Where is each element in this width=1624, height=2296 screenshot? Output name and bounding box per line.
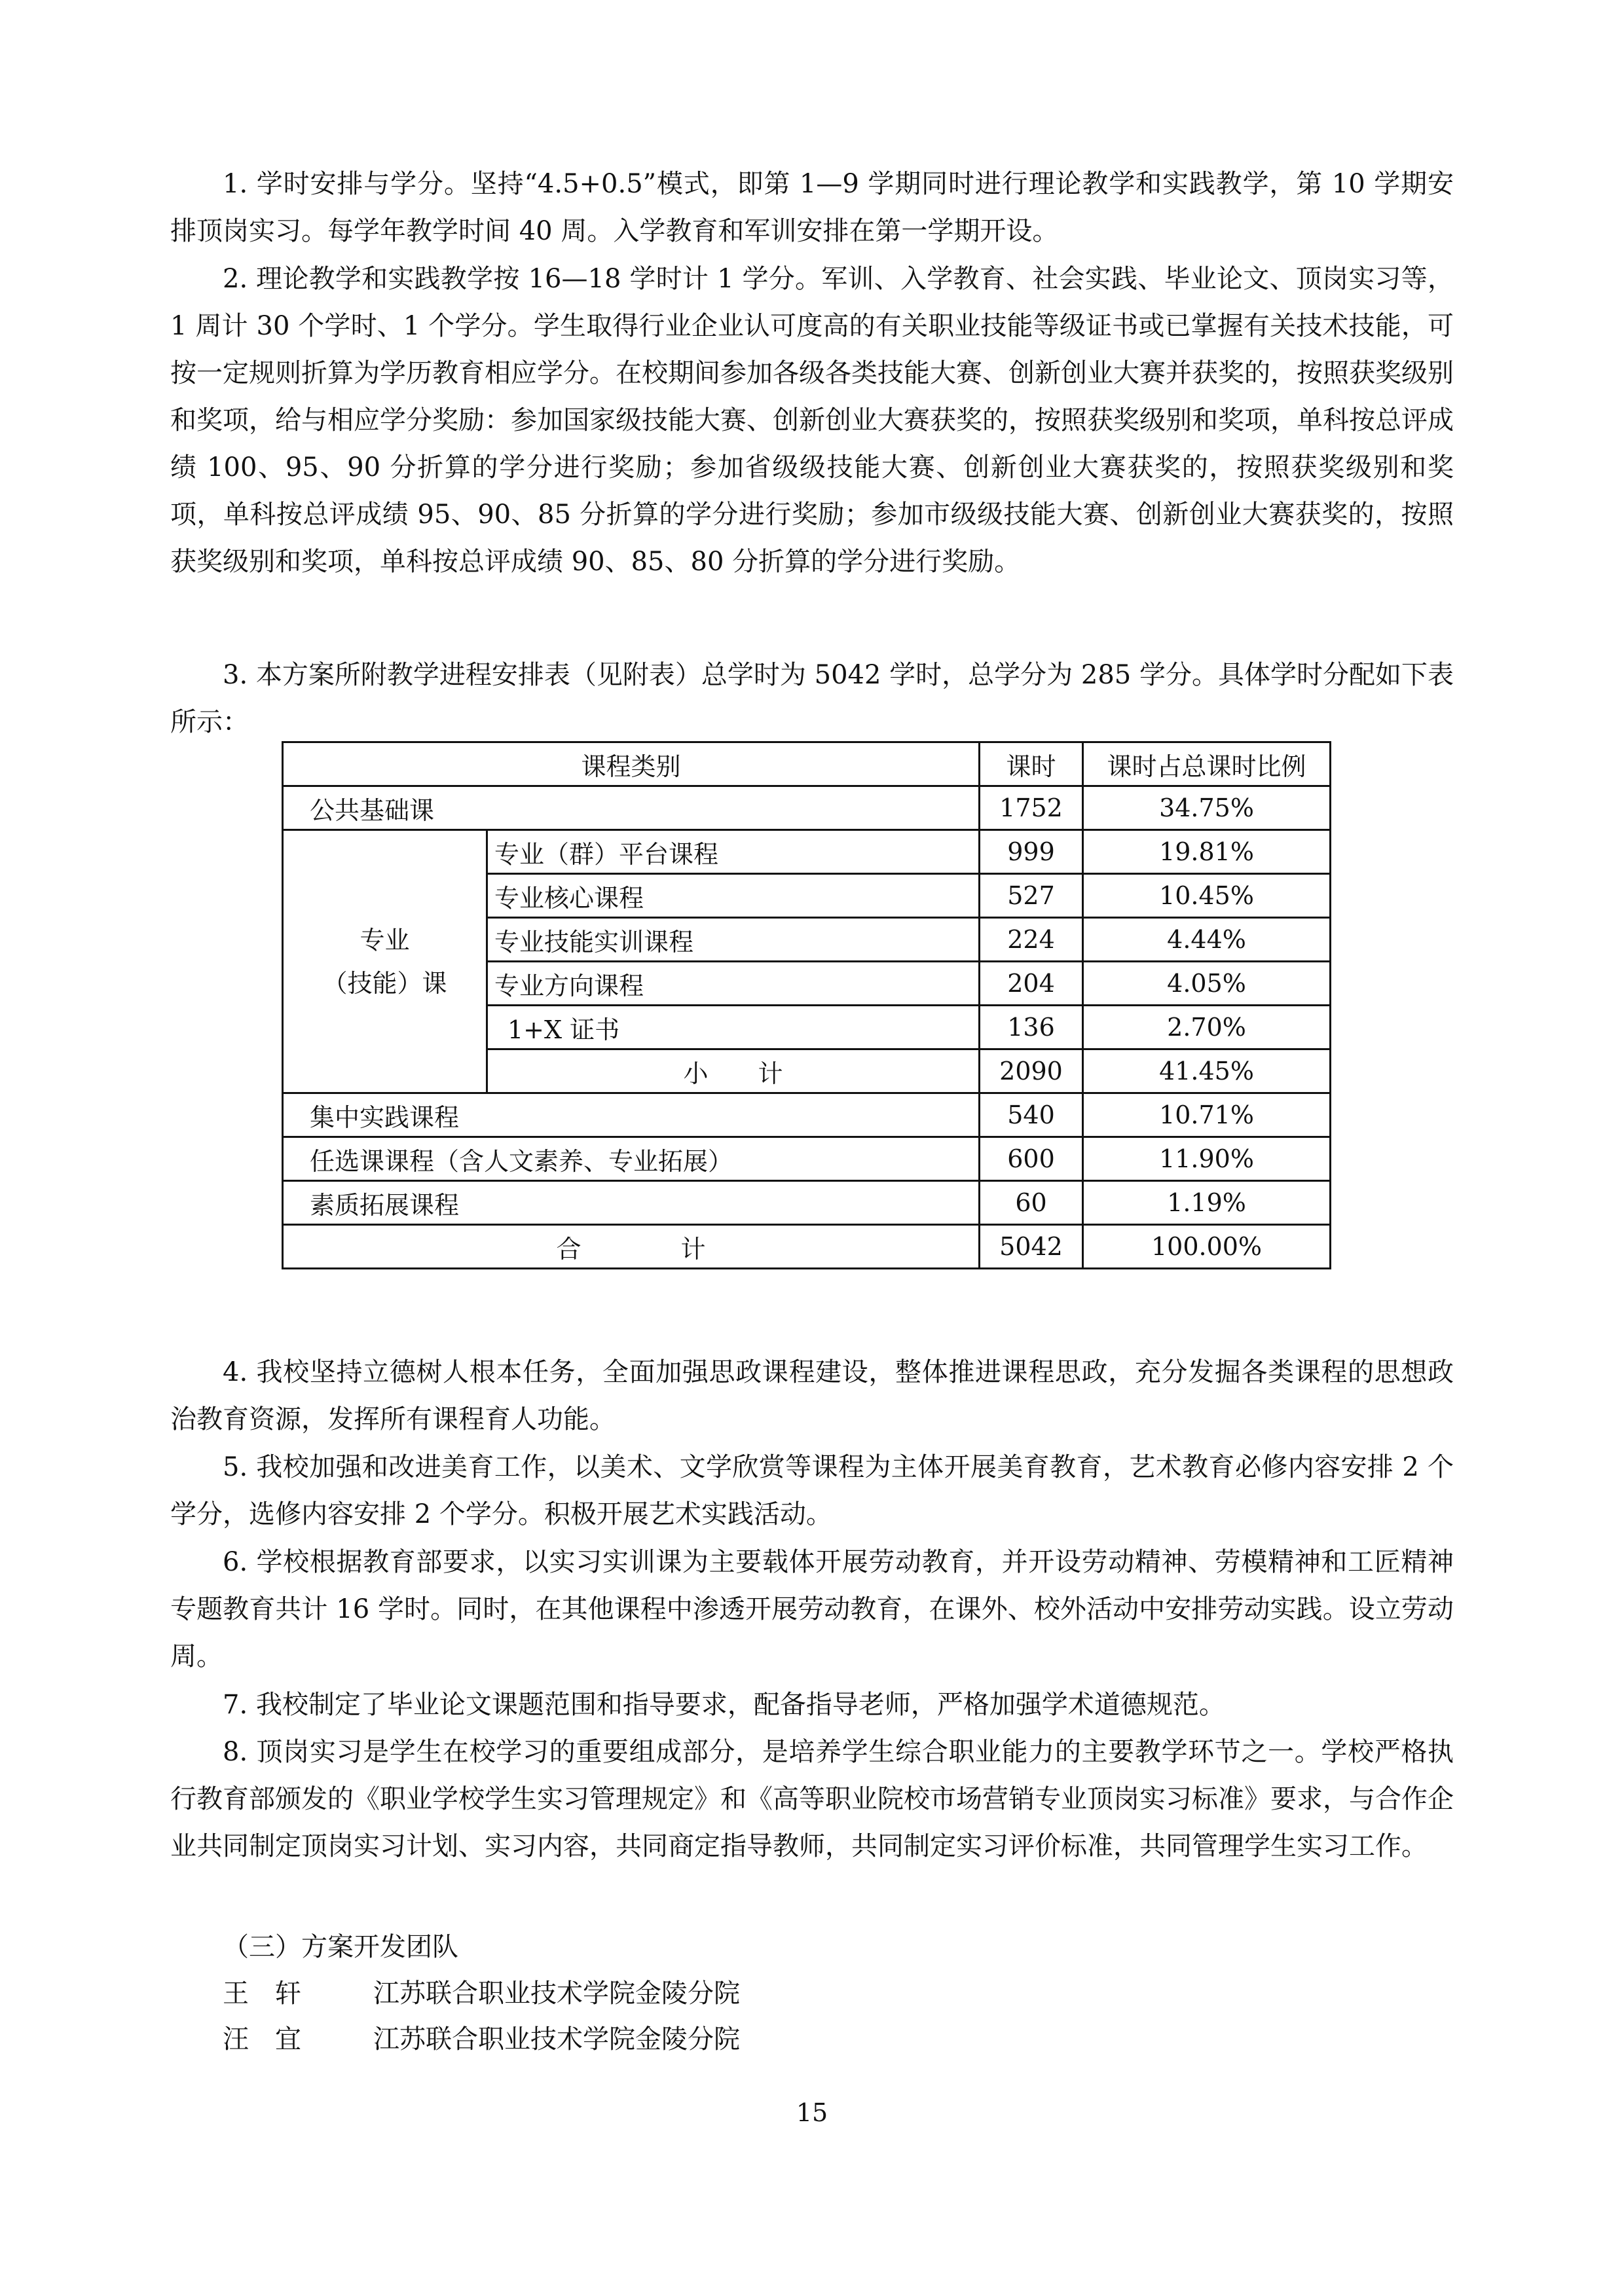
professional-group-line2: （技能）课 [322,968,447,998]
row-hours: 224 [980,918,1083,962]
paragraph-4: 4. 我校坚持立德树人根本任务，全面加强思政课程建设，整体推进课程思政，充分发掘各类课程的思想政治教育资源，发挥所有课程育人功能。 [170,1357,1454,1434]
row-ratio: 1.19% [1083,1181,1331,1225]
total-hours: 5042 [980,1225,1083,1269]
row-hours: 600 [980,1137,1083,1181]
professional-group-cell [283,830,487,1093]
row-label: 专业核心课程 [487,874,980,918]
row-label: 1+X 证书 [487,1006,980,1049]
team-heading: （三）方案开发团队 [223,1932,458,1962]
subtotal-label: 小 计 [487,1049,980,1093]
header-ratio: 课时占总课时比例 [1083,742,1331,786]
member-org: 江苏联合职业技术学院金陵分院 [373,2024,740,2054]
row-hours: 999 [980,830,1083,874]
table-row [283,1093,1331,1137]
row-hours: 60 [980,1181,1083,1225]
row-ratio: 11.90% [1083,1137,1331,1181]
team-member [223,1974,740,2013]
row-ratio: 34.75% [1083,786,1331,830]
total-ratio: 100.00% [1083,1225,1331,1269]
table-header-row [283,742,1331,786]
member-name: 王 轩 [223,1978,301,2009]
member-name: 汪 宜 [223,2024,301,2054]
row-ratio: 19.81% [1083,830,1331,874]
row-hours: 527 [980,874,1083,918]
paragraph-6: 6. 学校根据教育部要求，以实习实训课为主要载体开展劳动教育，并开设劳动精神、劳模精神和工匠精神专题教育共计 16 学时。同时，在其他课程中渗透开展劳动教育，在课外、校外活动中安排劳动实践。设立劳动周。 [170,1547,1454,1671]
row-ratio: 4.44% [1083,918,1331,962]
team-member [223,2020,740,2059]
row-hours: 204 [980,962,1083,1006]
row-ratio: 2.70% [1083,1006,1331,1049]
row-label: 公共基础课 [283,786,980,830]
row-label: 素质拓展课程 [283,1181,980,1225]
row-hours: 136 [980,1006,1083,1049]
paragraph-5: 5. 我校加强和改进美育工作，以美术、文学欣赏等课程为主体开展美育教育，艺术教育必修内容安排 2 个学分，选修内容安排 2 个学分。积极开展艺术实践活动。 [170,1452,1454,1529]
row-label: 集中实践课程 [283,1093,980,1137]
paragraph-7: 7. 我校制定了毕业论文课题范围和指导要求，配备指导老师，严格加强学术道德规范。 [223,1690,1225,1720]
total-label: 合 计 [283,1225,980,1269]
member-org: 江苏联合职业技术学院金陵分院 [373,1978,740,2009]
row-label: 专业（群）平台课程 [487,830,980,874]
paragraph-3: 3. 本方案所附教学进程安排表（见附表）总学时为 5042 学时，总学分为 285 学分。具体学时分配如下表所示： [170,660,1454,737]
subtotal-ratio: 41.45% [1083,1049,1331,1093]
row-label: 专业方向课程 [487,962,980,1006]
row-label: 专业技能实训课程 [487,918,980,962]
table-total-row [283,1225,1331,1269]
row-label: 任选课课程（含人文素养、专业拓展） [283,1137,980,1181]
row-ratio: 10.71% [1083,1093,1331,1137]
row-ratio: 4.05% [1083,962,1331,1006]
paragraph-8: 8. 顶岗实习是学生在校学习的重要组成部分，是培养学生综合职业能力的主要教学环节之一。学校严格执行教育部颁发的《职业学校学生实习管理规定》和《高等职业院校市场营销专业顶岗实习标准》要求，与合作企业共同制定顶岗实习计划、实习内容，共同商定指导教师，共同制定实习评价标准，共同管理学生实习工作。 [170,1737,1454,1861]
table-row [283,786,1331,830]
header-hours: 课时 [980,742,1083,786]
table-row [283,1181,1331,1225]
professional-group-line1: 专业 [360,925,410,955]
table-row [283,830,1331,874]
paragraph-1: 1. 学时安排与学分。坚持“4.5+0.5”模式，即第 1—9 学期同时进行理论教学和实践教学，第 10 学期安排顶岗实习。每学年教学时间 40 周。入学教育和军训安排在第一学期开设。 [170,169,1454,246]
subtotal-hours: 2090 [980,1049,1083,1093]
header-category: 课程类别 [283,742,980,786]
credit-hours-table [282,741,1331,1269]
page-number: 15 [796,2098,828,2127]
row-hours: 1752 [980,786,1083,830]
paragraph-2: 2. 理论教学和实践教学按 16—18 学时计 1 学分。军训、入学教育、社会实践、毕业论文、顶岗实习等，1 周计 30 个学时、1 个学分。学生取得行业企业认可度高的有关职业技能等级证书或已掌握有关技术技能，可按一定规则折算为学历教育相应学分。在校期间参加各级各类技能大赛、创新创业大赛并获奖的，按照获奖级别和奖项，给与相应学分奖励：参加国家级技能大赛、创新创业大赛获奖的，按照获奖级别和奖项，单科按总评成绩 100、95、90 分折算的学分进行奖励；参加省级级技能大赛、创新创业大赛获奖的，按照获奖级别和奖项，单科按总评成绩 95、90、85 分折算的学分进行奖励；参加市级级技能大赛、创新创业大赛获奖的，按照获奖级别和奖项，单科按总评成绩 90、85、80 分折算的学分进行奖励。 [170,264,1454,577]
row-ratio: 10.45% [1083,874,1331,918]
table-row [283,1137,1331,1181]
row-hours: 540 [980,1093,1083,1137]
